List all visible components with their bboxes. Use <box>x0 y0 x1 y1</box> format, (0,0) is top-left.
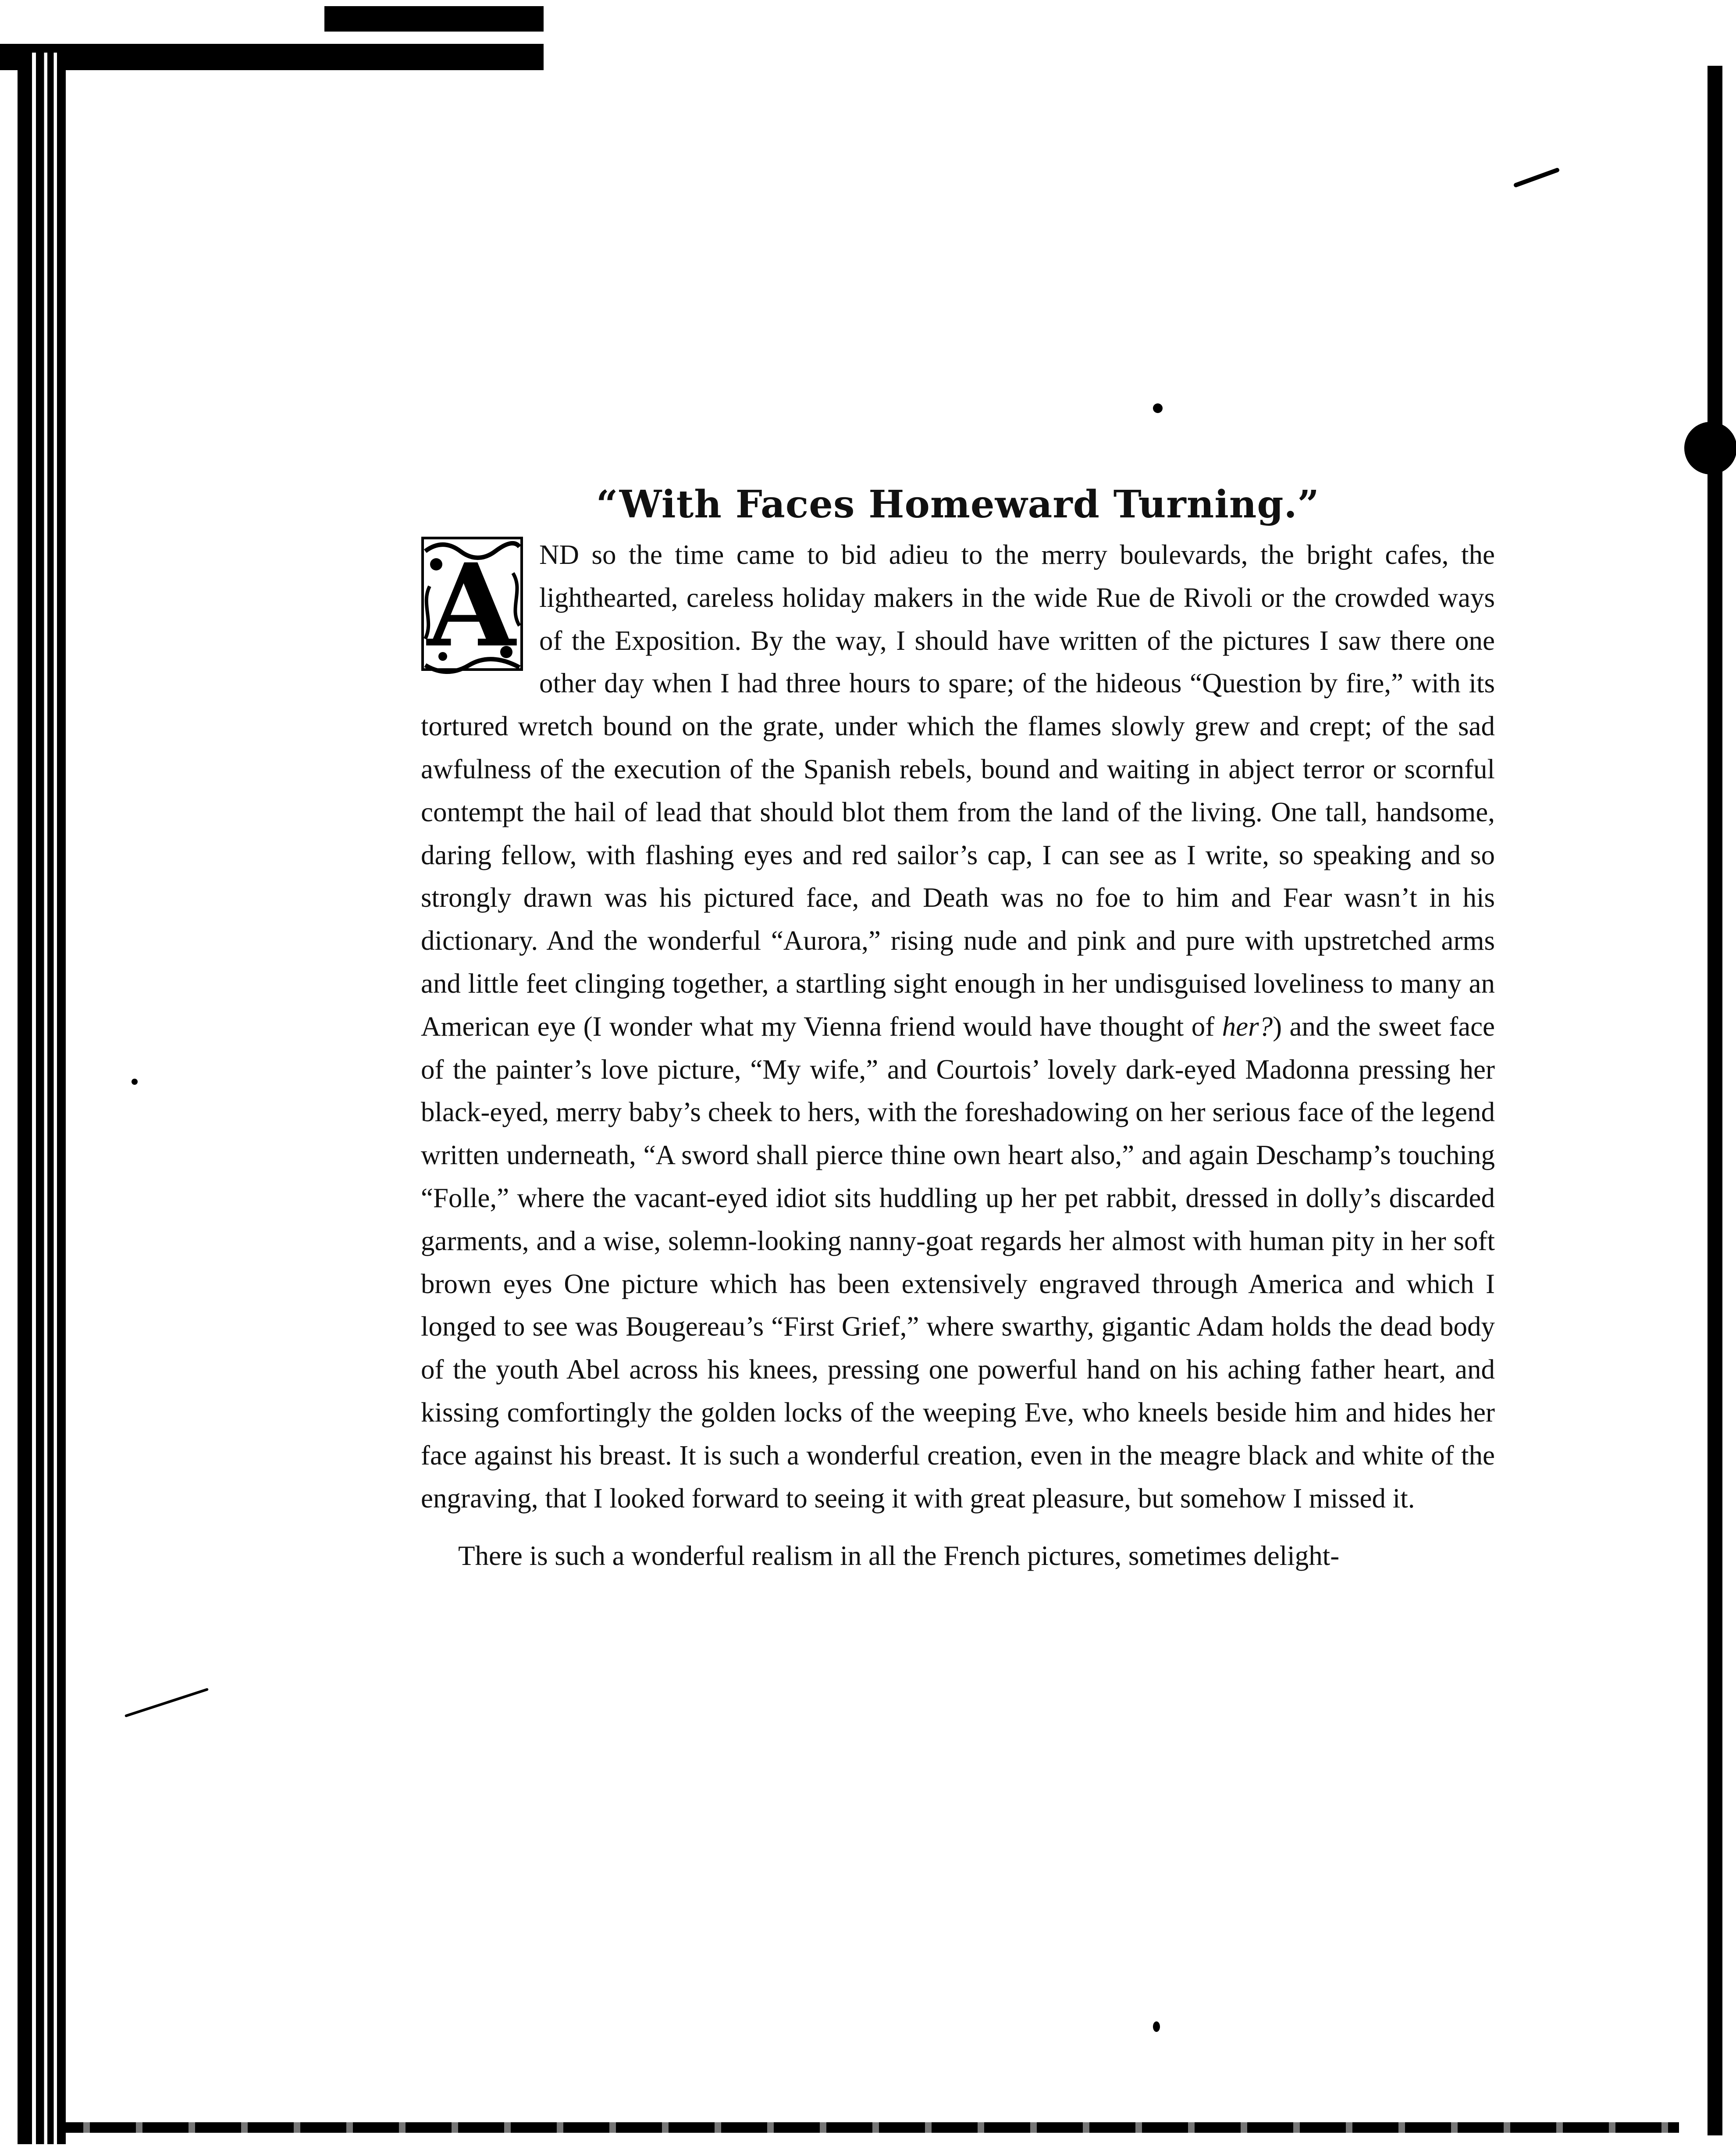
scan-edge-right <box>1708 66 1722 2135</box>
scan-edge-knob <box>1684 422 1736 474</box>
scan-border-top-left <box>0 44 544 70</box>
paragraph-text: ) and the sweet face of the painter’s love picture, “My wife,” and Courtois’ lovely dark-eyed Madonna pressing her black-eyed, merry baby’s cheek to hers, with the foreshadowing on her serious face of the legend written underneath, “A sword shall pierce thine own heart also,” and again Deschamp’s touching “Folle,” where the vacant-eyed idiot sits huddling up her pet rabbit, dressed in dolly’s discarded garments, and a wise, solemn-looking nanny-goat regards her almost with human pity in her soft brown eyes One picture which has been extensively engraved through America and which I longed to see was Bougereau’s “First Grief,” where swarthy, gigantic Adam holds the dead body of the youth Abel across his knees, pressing one powerful hand on his aching father heart, and kissing comfortingly the golden locks of the weeping Eve, who kneels beside him and hides her face against his breast. It is such a wonderful creation, even in the meagre black and white of the engraving, that I looked forward to seeing it with great pleasure, but somehow I missed it. <box>421 1011 1495 1514</box>
scan-speck <box>1153 2021 1160 2032</box>
scan-edge-bottom <box>66 2122 1679 2133</box>
scan-speck <box>1153 403 1163 413</box>
scan-speck <box>1513 167 1560 188</box>
italic-text: her? <box>1222 1011 1273 1042</box>
article <box>421 482 1495 1578</box>
article-title: “With Faces Homeward Turning.” <box>596 482 1320 527</box>
paragraph: There is such a wonderful realism in all the French pictures, sometimes delight- <box>458 1540 1340 1572</box>
drop-cap-ornament <box>416 534 526 683</box>
drop-cap-illumination <box>416 534 526 683</box>
paragraph-text: ND so the time came to bid adieu to the merry boulevards, the bright cafes, the lighthearted, careless holiday makers in the wide Rue de Rivoli or the crowded ways of the Exposition. By the way, I should have written of the pictures I saw there one other day when I had three hours to spare; of the hideous “Question by fire,” with its tortured wretch bound on the grate, under which the flames slowly grew and crept; of the sad awfulness of the execution of the Spanish rebels, bound and waiting in abject terror or scornful contempt the hail of lead that should blot them from the land of the living. One tall, handsome, daring fellow, with flashing eyes and red sailor’s cap, I can see as I write, so speaking and so strongly drawn was his pictured face, and Death was no foe to him and Fear wasn’t in his dictionary. And the wonderful “Aurora,” rising nude and pink and pure with upstretched arms and little feet clinging together, a startling sight enough in her undisguised loveliness to many an American eye (I wonder what my Vienna friend would have thought of <box>421 539 1495 1042</box>
paragraph <box>421 534 1495 1520</box>
scan-speck <box>125 1688 209 1718</box>
article-body <box>421 534 1495 1578</box>
scan-border-top <box>324 6 544 32</box>
scan-speck <box>132 1079 138 1085</box>
scan-binding-left <box>18 53 66 2144</box>
drop-cap-letter: A <box>427 539 516 673</box>
